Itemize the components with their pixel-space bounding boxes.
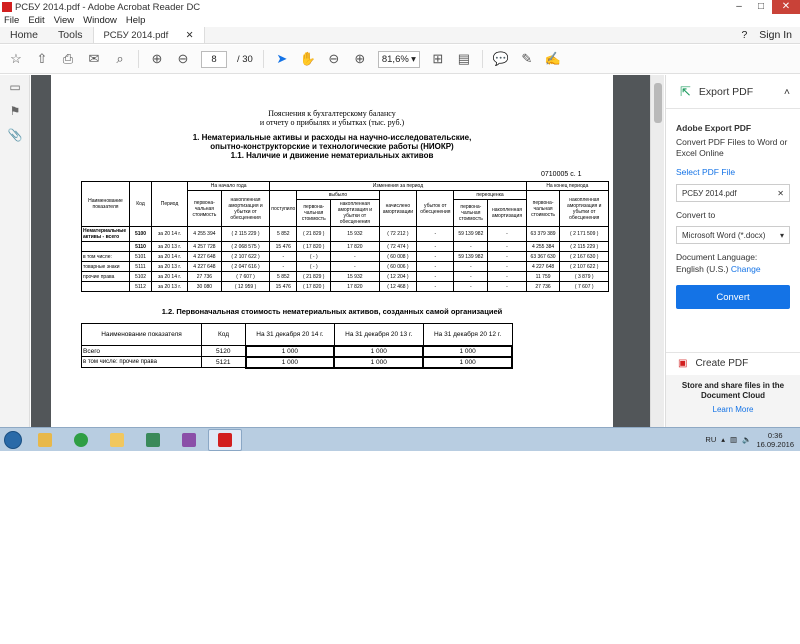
table-cell: - (331, 262, 379, 272)
acrobat-icon (218, 433, 232, 447)
table-body (82, 227, 609, 292)
app-icon (146, 433, 160, 447)
upload-icon[interactable]: ⇧ (36, 51, 48, 66)
table-cell: - (417, 252, 454, 262)
zoom-value: 81,6% (381, 53, 409, 65)
page-title (51, 109, 613, 127)
table-cell (82, 242, 130, 252)
page-title-line-2: и отчету о прибылях и убытках (тыс. руб.) (259, 118, 405, 127)
table-cell: 5111 (130, 262, 152, 272)
menu-window[interactable]: Window (83, 15, 117, 26)
table-row (82, 252, 609, 262)
format-select[interactable] (676, 226, 790, 244)
col-end: На конец периода (526, 182, 608, 191)
section-heading-1: 1. Нематериальные активы и расходы на научно-исследовательские, (192, 133, 472, 142)
cell: Всего (82, 346, 202, 357)
table-cell: ( 12 468 ) (379, 282, 417, 292)
volume-icon[interactable]: 🔈 (742, 435, 752, 444)
table-cell: - (488, 262, 526, 272)
search-icon[interactable]: ⌕ (116, 51, 124, 66)
table-cell: - (454, 282, 488, 292)
table-cell: 59 139 982 (454, 252, 488, 262)
table-cell: ( 12 204 ) (379, 272, 417, 282)
table-cell: - (417, 262, 454, 272)
export-pdf-header[interactable] (666, 75, 800, 109)
table-cell: за 20 13 г. (152, 262, 188, 272)
col-begin-cost: первона-чальная стоимость (188, 191, 222, 227)
format-value: Microsoft Word (*.docx) (682, 230, 766, 240)
table-cell: 11 759 (526, 272, 560, 282)
bookmark-add-icon[interactable]: ☆ (10, 51, 22, 66)
table-cell: ( 2 115 229 ) (221, 227, 269, 242)
table-row (82, 346, 513, 357)
windows-orb-icon (4, 431, 22, 449)
cell: 1 000 (334, 357, 423, 368)
create-pdf-label: Create PDF (695, 358, 749, 369)
table-cell: - (488, 252, 526, 262)
select-cursor-icon[interactable]: ➤ (276, 51, 288, 66)
table-cell: ( 17 820 ) (297, 282, 331, 292)
table-cell: - (417, 227, 454, 242)
clock-time: 0:36 (767, 430, 783, 440)
section-heading (51, 133, 613, 160)
acrobat-icon (2, 2, 12, 12)
convert-to-label: Convert to (676, 210, 716, 220)
cell: 1 000 (423, 357, 512, 368)
table-cell: 5112 (130, 282, 152, 292)
clock-date: 16.09.2016 (756, 439, 794, 449)
title-bar (0, 0, 800, 14)
zoom-select[interactable] (378, 51, 420, 68)
taskbar-chrome[interactable] (64, 429, 98, 451)
table-cell: ( 72 474 ) (379, 242, 417, 252)
table-cell: 27 736 (526, 282, 560, 292)
table-cell: ( 2 115 229 ) (560, 242, 609, 252)
show-hidden-icons[interactable]: ▴ (721, 435, 726, 444)
create-pdf-icon: ▣ (678, 358, 688, 369)
divider (138, 50, 139, 68)
select-file-link[interactable]: Select PDF File (676, 167, 736, 177)
table-cell: товарные знаки (82, 262, 130, 272)
table-cell: 5 852 (270, 272, 297, 282)
tab-bar (0, 27, 800, 44)
col-amort: начислено амортизации (379, 191, 417, 227)
page-title-line-1: Пояснения к бухгалтерскому балансу (268, 109, 396, 118)
col-code: Код (130, 182, 152, 227)
table-cell: 4 255 384 (526, 242, 560, 252)
sign-in-link[interactable]: Sign In (759, 29, 792, 41)
menu-bar (0, 14, 800, 27)
table-cell: ( 2 171 509 ) (560, 227, 609, 242)
table-cell: 15 932 (331, 227, 379, 242)
left-rail (0, 75, 30, 427)
bookmarks-icon[interactable]: ⚑ (9, 104, 21, 118)
table-cell: 4 255 394 (188, 227, 222, 242)
comment-icon[interactable]: 💬 (492, 51, 509, 66)
table-cell: 59 139 982 (454, 227, 488, 242)
table-cell: ( 2 167 630 ) (560, 252, 609, 262)
tab-document[interactable] (93, 27, 205, 43)
close-icon[interactable]: ✕ (777, 188, 784, 198)
table-cell: 4 227 648 (188, 252, 222, 262)
mail-icon[interactable]: ✉ (88, 51, 100, 66)
table-cell: в том числе: (82, 252, 130, 262)
table-cell: за 20 14 г. (152, 252, 188, 262)
self-created-assets-table (81, 323, 513, 369)
language-label: Document Language: (676, 252, 758, 262)
cell: 5120 (202, 346, 246, 357)
chevron-up-icon[interactable]: ˄ (783, 85, 790, 98)
divider (482, 50, 483, 68)
col-end-cost: первона-чальная стоимость (526, 191, 560, 227)
cell: 1 000 (423, 346, 512, 357)
toolbar (0, 45, 800, 74)
taskbar-accounting-app[interactable] (136, 429, 170, 451)
table-cell: - (488, 282, 526, 292)
tab-home[interactable]: Home (10, 29, 39, 41)
table-cell: - (454, 262, 488, 272)
taskbar-explorer[interactable] (100, 429, 134, 451)
document-cloud-promo (666, 375, 800, 427)
table-cell: 27 736 (188, 272, 222, 282)
col-reval: переоценка (454, 191, 526, 200)
minimize-button[interactable]: – (736, 1, 742, 12)
table-cell: 4 257 728 (188, 242, 222, 252)
col-name: Наименование показателя (82, 182, 130, 227)
cell: 5121 (202, 357, 246, 368)
tab-tools[interactable]: Tools (58, 29, 83, 41)
change-language-link[interactable]: Change (730, 264, 761, 274)
table-cell: ( 2 068 575 ) (221, 242, 269, 252)
table-cell: 17 820 (331, 242, 379, 252)
table-cell: 5110 (130, 242, 152, 252)
subsection-heading: 1.2. Первоначальная стоимость нематериальных активов, созданных самой организацией (161, 307, 503, 316)
selected-file[interactable] (676, 184, 790, 202)
clock[interactable] (756, 431, 794, 449)
table-cell: ( 2 107 622 ) (560, 262, 609, 272)
export-pdf-icon: ⇱ (680, 83, 691, 99)
page-count: / 30 (237, 53, 253, 65)
export-pdf-label: Export PDF (698, 85, 754, 98)
scroll-mode-icon[interactable]: ▤ (457, 51, 470, 66)
table-cell: ( 12 959 ) (221, 282, 269, 292)
archive-icon (182, 433, 196, 447)
col-period: Период (152, 182, 188, 227)
menu-help[interactable]: Help (125, 15, 146, 26)
section-heading-3: 1.1. Наличие и движение нематериальных активов (230, 151, 434, 160)
maximize-button[interactable]: □ (757, 1, 765, 12)
table-row (82, 282, 609, 292)
table-cell: - (417, 272, 454, 282)
fit-page-icon[interactable]: ⊞ (432, 51, 444, 66)
hand-tool-icon[interactable]: ✋ (299, 51, 316, 66)
table-cell: ( 2 047 616 ) (221, 262, 269, 272)
language-indicator[interactable]: RU (705, 435, 717, 444)
table-cell: за 20 13 г. (152, 242, 188, 252)
menu-file[interactable]: File (4, 15, 20, 26)
panel-title: Adobe Export PDF (676, 123, 752, 133)
folder-icon (110, 433, 124, 447)
close-button[interactable]: ✕ (772, 0, 800, 14)
col-name: Наименование показателя (82, 324, 202, 346)
close-tab-icon[interactable]: ✕ (185, 29, 194, 41)
table-cell: - (417, 282, 454, 292)
table-row (82, 242, 609, 252)
page-number-input[interactable]: 8 (201, 51, 227, 68)
highlight-icon[interactable]: ✎ (521, 51, 533, 66)
tools-pane (665, 75, 800, 427)
table-cell: - (454, 272, 488, 282)
col-reval-cost: первона-чальная стоимость (454, 200, 488, 227)
table-cell: - (488, 272, 526, 282)
page-up-icon[interactable]: ⊕ (151, 51, 163, 66)
convert-button[interactable]: Convert (676, 285, 790, 309)
attachments-icon[interactable]: 📎 (7, 128, 23, 142)
table-cell: - (454, 242, 488, 252)
table-cell: - (270, 262, 297, 272)
menu-edit[interactable]: Edit (28, 15, 45, 26)
table-cell: - (488, 242, 526, 252)
intangible-assets-table (81, 181, 609, 292)
table-cell: ( 7 607 ) (221, 272, 269, 282)
menu-view[interactable]: View (53, 15, 75, 26)
col-end-acc: накопленная амортизация и убытки от обесценения (560, 191, 609, 227)
network-icon[interactable]: ▥ (730, 435, 738, 444)
table-cell: 15 932 (331, 272, 379, 282)
table-cell (82, 282, 130, 292)
table-cell: 4 227 648 (188, 262, 222, 272)
table-cell: ( - ) (297, 262, 331, 272)
chrome-icon (74, 433, 88, 447)
taskbar-archiver[interactable] (172, 429, 206, 451)
print-icon[interactable]: ⎙ (62, 51, 74, 66)
taskbar-paint-app[interactable] (28, 429, 62, 451)
table-cell: за 20 14 г. (152, 272, 188, 282)
table-cell: - (270, 252, 297, 262)
table-cell: 5 852 (270, 227, 297, 242)
page-down-icon[interactable]: ⊖ (177, 51, 189, 66)
table-row (82, 262, 609, 272)
table-cell: ( 60 008 ) (379, 252, 417, 262)
table-cell: 63 379 389 (526, 227, 560, 242)
table-cell: за 20 13 г. (152, 282, 188, 292)
table-cell: ( 7 607 ) (560, 282, 609, 292)
table-cell: - (488, 227, 526, 242)
start-button[interactable] (0, 428, 26, 452)
promo-text: Store and share files in the Document Cloud (681, 381, 785, 400)
col-code: Код (202, 324, 246, 346)
table-cell: ( 72 212 ) (379, 227, 417, 242)
table-cell: ( 3 879 ) (560, 272, 609, 282)
form-code: 0710005 с. 1 (541, 171, 582, 178)
zoom-in-icon[interactable]: ⊕ (354, 51, 366, 66)
table-cell: ( 60 006 ) (379, 262, 417, 272)
table-cell: 15 476 (270, 282, 297, 292)
table-cell: 30 080 (188, 282, 222, 292)
table-cell: ( - ) (297, 252, 331, 262)
col-begin: На начало года (188, 182, 270, 191)
col-out-cost: первона-чальная стоимость (297, 200, 331, 227)
col-2014: На 31 декабря 20 14 г. (246, 324, 335, 346)
taskbar (0, 427, 800, 451)
table-cell: прочие права (82, 272, 130, 282)
cell: 1 000 (334, 346, 423, 357)
divider (263, 50, 264, 68)
paint-icon (38, 433, 52, 447)
scrollbar-thumb[interactable] (654, 83, 662, 123)
table-cell: за 20 14 г. (152, 227, 188, 242)
table-cell: ( 21 829 ) (297, 272, 331, 282)
chevron-down-icon: ▾ (411, 53, 416, 65)
table-row (82, 227, 609, 242)
col-in: поступило (270, 191, 297, 227)
panel-subtitle: Convert PDF Files to Word or Excel Online (676, 137, 788, 158)
section-heading-2: опытно-конструкторские и технологические работы (НИОКР) (210, 142, 454, 151)
col-changes: Изменения за период (270, 182, 526, 191)
window-title: РСБУ 2014.pdf - Adobe Acrobat Reader DC (15, 1, 201, 13)
table-row (82, 357, 513, 368)
col-2012: На 31 декабря 20 12 г. (423, 324, 512, 346)
table-cell: - (331, 252, 379, 262)
system-tray (705, 431, 800, 449)
language-value: English (U.S.) (676, 264, 729, 274)
col-reval-acc: накопленная амортизация (488, 200, 526, 227)
pdf-page (51, 75, 613, 427)
col-out-acc: накопленная амортизация и убытки от обесценения (331, 200, 379, 227)
table-cell: 5102 (130, 272, 152, 282)
table-row (82, 272, 609, 282)
table-cell: ( 2 107 622 ) (221, 252, 269, 262)
table-cell: 17 820 (331, 282, 379, 292)
create-pdf-item[interactable] (666, 352, 800, 374)
vertical-scrollbar[interactable] (650, 75, 664, 427)
sign-icon[interactable]: ✍ (544, 51, 561, 66)
table-cell: ( 21 829 ) (297, 227, 331, 242)
col-out: выбыло (297, 191, 379, 200)
table-cell: 5101 (130, 252, 152, 262)
table-cell: 5100 (130, 227, 152, 242)
table-cell: 4 227 648 (526, 262, 560, 272)
learn-more-link[interactable]: Learn More (712, 405, 754, 414)
cell: в том числе: прочие права (82, 357, 202, 368)
table-cell: 15 476 (270, 242, 297, 252)
selected-file-name: РСБУ 2014.pdf (682, 188, 737, 198)
col-begin-acc: накопленная амортизация и убытки от обесценения (221, 191, 269, 227)
table-cell: Нематериальные активы - всего (82, 227, 130, 242)
cell: 1 000 (246, 357, 335, 368)
page-thumbnails-icon[interactable]: ▭ (9, 80, 21, 94)
taskbar-acrobat[interactable] (208, 429, 242, 451)
col-2013: На 31 декабря 20 13 г. (334, 324, 423, 346)
zoom-out-icon[interactable]: ⊖ (328, 51, 340, 66)
table-cell: 63 367 630 (526, 252, 560, 262)
col-loss: убыток от обесценения (417, 191, 454, 227)
chevron-down-icon: ▾ (779, 230, 784, 240)
table-cell: - (417, 242, 454, 252)
help-icon[interactable]: ? (741, 29, 748, 41)
table-cell: ( 17 820 ) (297, 242, 331, 252)
cell: 1 000 (246, 346, 335, 357)
tab-document-label: РСБУ 2014.pdf (103, 29, 169, 41)
